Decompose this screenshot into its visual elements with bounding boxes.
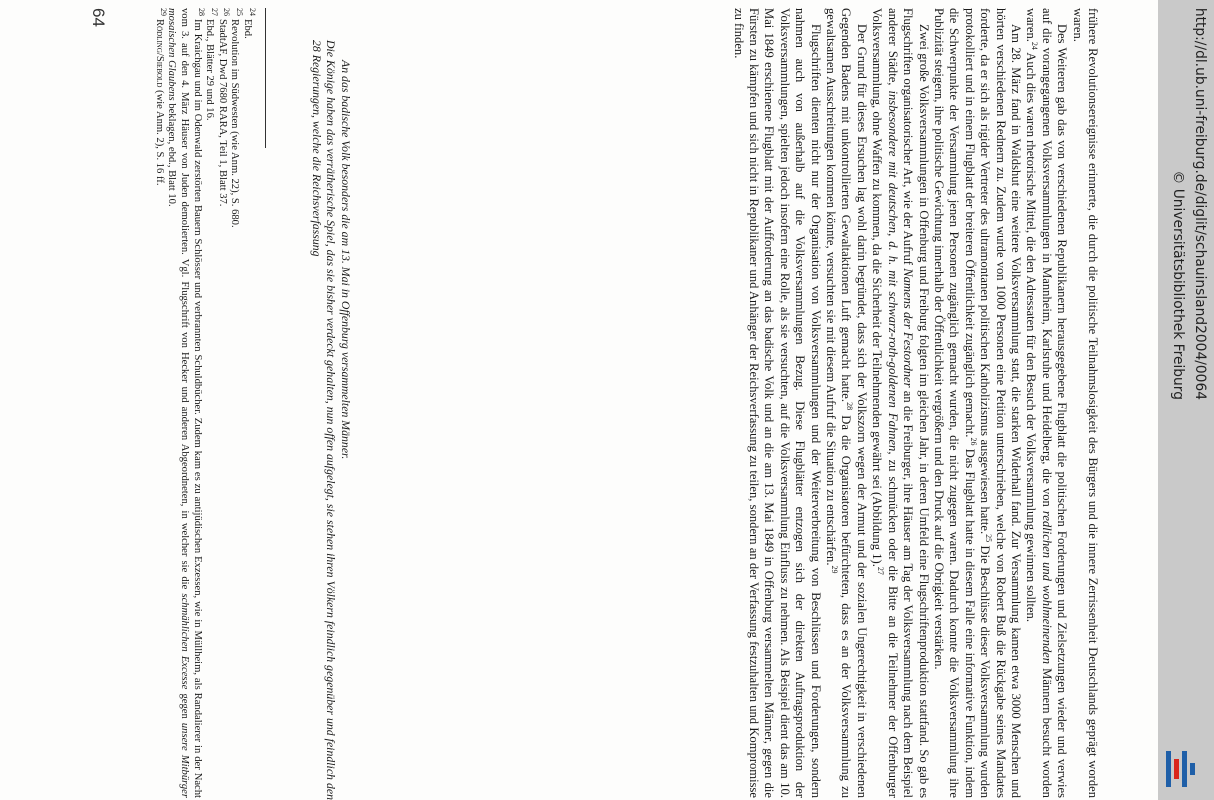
page-number: 64: [89, 8, 108, 27]
footnote-text: Ebd., Blätter 29 und 16.: [204, 19, 216, 121]
footnote-text: Im Kraichgau und im Odenwald zerstörten Bauern Schlösser und verbrannten Schuldbücher. Zudem kam es zu antijüdischen Exzessen, wie in Müllheim, als Randalierer in der Nacht vom 3. auf den 4. März Häuser von Juden demolierten. Vgl. Flugschrift von Hecker und anderen Abgeordneten, in welcher sie die schmählichen Excesse gegen unsere Mitbürger mosaischen Glaubens beklagen, ebd., Blatt 10.: [166, 8, 203, 798]
footnotes: [152, 8, 257, 798]
body-paragraph: Der Grund für dieses Ersuchen lag wohl darin begründet, dass sich der Volkszorn wegen der Armut und der sozialen Ungerechtigkeit in verschiedenen Gegenden Badens mit unkontrollierten Gewaltaktionen Luft gemacht hatte.$^{28}$ Da die Organisatoren befürchteten, dass es an der Volksversammlung zu gewaltsamen Ausschreitungen kommen könnte, versuchten sie mit diesem Aufruf die Situation zu entschärfen.$^{29}$: [824, 8, 869, 798]
body-paragraph: frühere Revolutionsereignisse erinnerte, die durch die politische Teilnahmslosigkeit des Bürgers und die innere Zerrissenheit Deutschlands geprägt worden waren.: [1070, 8, 1100, 798]
flyer-quote: [309, 40, 353, 800]
footnote-number: 26: [222, 8, 232, 16]
viewer-sidebar: [1158, 0, 1214, 800]
body-paragraph: Flugschriften dienten nicht nur der Organisation von Volksversammlungen und der Weiterverbreitung von Beschlüssen und Forderungen, sondern nahmen auch von außerhalb auf die Volksversammlungen Bezug. Diese Flugblätter entzogen sich der direkten Auftragsproduktion der Volksversammlungen, spielten jedoch insofern eine Rolle, als sie versuchten, auf die Volksversammlung Einfluss zu nehmen. Als Beispiel dient das am 10. Mai 1849 erschienene Flugblatt mit der Aufforderung an das badische Volk und an die am 13. Mai 1849 in Offenburg versammelten Männer, gegen die Fürsten zu kämpfen und sich nicht in Republikaner und Anhänger der Reichsverfassung zu teilen, sondern an der Verfassung festzuhalten und Kompromisse zu finden.: [731, 8, 823, 798]
body-paragraph: Des Weiteren gab das von verschiedenen Republikanern herausgegebene Flugblatt die politischen Forderungen und Zielsetzungen wieder und verwies auf die vorangegangenen Volksversammlungen in Mannheim, Karlsruhe und Heidelberg, die von redlichen und wohlmeinenden Männern besucht worden waren.$^{24}$ Auch dies waren rhetorische Mittel, die den Adressaten für den Besuch der Volksversammlung gewinnen sollten.: [1024, 8, 1070, 798]
source-url-link[interactable]: http://dl.ub.uni-freiburg.de/diglit/schauinsland2004/0064: [1192, 7, 1208, 400]
ub-freiburg-logo-icon: [1162, 745, 1210, 793]
footnote: [215, 8, 232, 798]
footnote-text: Revolution im Südwesten (wie Anm. 22), S. 680.: [229, 19, 241, 228]
quote-line: Die Könige haben das verrätherische Spiel, das sie bisher verdeckt gehalten, nun offen aufgelegt, sie stehen ihren Völkern feindlich gegenüber und feindlich den 28 Regierungen, welche die Reichsverfassung: [309, 40, 339, 800]
footnote: [203, 8, 219, 798]
footnote: [228, 8, 244, 798]
body-text: [730, 8, 1100, 798]
footnote-text: Ebd.: [242, 19, 253, 39]
footnote-text: StadtAF, Dwd 7680 RARA, Teil 1, Blatt 37.: [216, 19, 228, 207]
copyright-notice: © Universitätsbibliothek Freiburg: [1170, 170, 1186, 400]
footnote-number: 28: [197, 8, 207, 16]
body-paragraph: Zwei große Volksversammlungen in Offenburg und Freiburg folgten im gleichen Jahr, in deren Umfeld eine Flugschriftenproduktion stattfand. So gab es Flugschriften organisatorischer Art, wie der Aufruf Namens der Festordner an die Freiburger, ihre Häuser am Tag der Volksversammlung nach dem Beispiel anderer Städte, insbesondere mit deutschen, d. h. mit schwarz-roth-goldenen Fahnen, zu schmücken oder die Bitte an die Teilnehmer der Offenburger Volksversammlung, ohne Waffen zu kommen, da die Sicherheit der Teilnehmenden gewährt sei (Abbildung 1).$^{27}$: [870, 8, 931, 798]
body-paragraph: Am 28. März fand in Waldshut eine weitere Volksversammlung statt, die starken Widerhall fand. Zur Versammlung kamen etwa 3000 Menschen und hörten verschiedenen Rednern zu. Zudem wurde von 1000 Personen eine Petition unterschrieben, welche von Robert Buß die Rückgabe seines Mandates forderte, da er sich als rigider Vertreter des ultramontanen politischen Katholizismus ausgewiesen hatte.$^{25}$ Die Beschlüsse dieser Volksversammlung wurden protokolliert und in einem Flugblatt der breiteren Öffentlichkeit zugänglich gemacht.$^{26}$ Das Flugblatt hatte in diesem Falle eine informative Funktion, indem die Schwerpunkte der Versammlung jenen Personen zugänglich gemacht wurden, die nicht zugegen waren. Dadurch konnte die Volksversammlung ihre Publizität steigern, ihre politische Gewichtung innerhalb der Öffentlichkeit vergrößern und den Druck auf die Obrigkeit verstärken.: [931, 8, 1023, 798]
footnote-number: 24: [247, 8, 257, 16]
footnote-number: 25: [234, 8, 244, 16]
footnote: [152, 8, 169, 798]
footnote: [240, 8, 257, 798]
quote-line: An das badische Volk besonders die am 13. Mai in Offenburg versammelten Männer.: [339, 60, 353, 460]
footnote-text: Rödling/Siebold (wie Anm. 2), S. 16 ff.: [153, 19, 165, 186]
footnote-number: 27: [209, 8, 219, 16]
footnote: [165, 8, 207, 798]
footnote-number: 29: [159, 8, 169, 16]
footnote-divider: [265, 8, 266, 148]
